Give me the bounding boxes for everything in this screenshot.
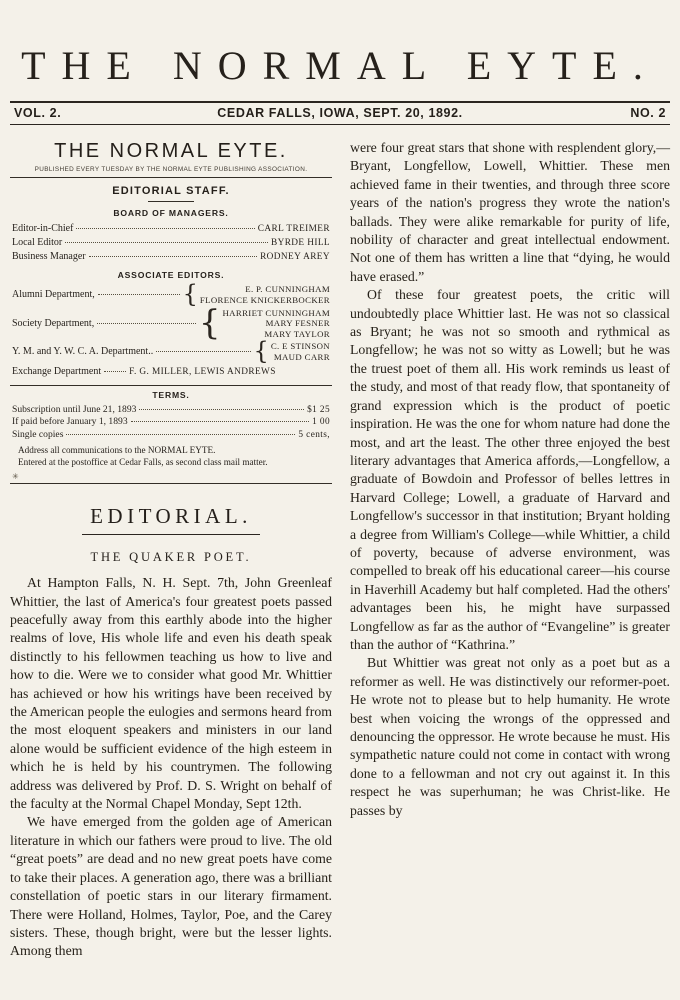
- department-row: [10, 365, 332, 379]
- terms-row: [10, 429, 332, 442]
- issue-number: NO. 2: [630, 106, 666, 120]
- article-paragraph: were four great stars that shone with resplendent glory,—Bryant, Longfellow, Lowell, Whittier. These men achieved fame in their twenties, and through three score years of the nation's progress they wrote the nation's ballads. They were alike remarkable for purity of life, nobility of character and great intellectual endowment. Not one of them has written a line that “dying, he would have erased.”: [350, 140, 670, 284]
- department-label: Society Department,: [12, 317, 95, 329]
- communications-notice: Address all communications to the NORMAL EYTE.: [18, 445, 216, 456]
- staff-role: Business Manager: [12, 251, 86, 262]
- brace-glyph: {: [182, 280, 198, 308]
- terms-label: Subscription until June 21, 1893: [12, 403, 137, 415]
- dotted-leader: [76, 228, 254, 229]
- terms-row: [10, 416, 332, 429]
- dotted-leader: [156, 351, 250, 352]
- department-names: [271, 341, 330, 362]
- department-row: [10, 303, 332, 344]
- staff-name: BYRDE HILL: [270, 238, 330, 248]
- terms-price: 5 cents,: [298, 429, 330, 440]
- dotted-leader: [89, 256, 257, 257]
- dotted-leader: [131, 421, 310, 422]
- editor-name: MAUD CARR: [273, 351, 330, 362]
- article-title: THE QUAKER POET.: [90, 550, 252, 565]
- divider: [148, 201, 194, 202]
- staff-role: Local Editor: [12, 237, 63, 248]
- board-of-managers-heading: BOARD OF MANAGERS.: [113, 208, 229, 218]
- two-column-layout: [10, 138, 670, 961]
- staff-row: [10, 222, 332, 236]
- right-column: [350, 138, 670, 820]
- divider: [10, 483, 332, 484]
- editorial-heading: EDITORIAL.: [82, 504, 260, 535]
- article-paragraph: We have emerged from the golden age of American literature in which our fathers were proud to live. The old “great poets” are dead and no new great poets have come to take their places. A generation ago, there was a brilliant constellation of poetic stars in our literary firmament. There were Holland, Holmes, Taylor, Poe, and the Carey sisters. These, though bright, were but the lesser lights. Among them: [10, 814, 332, 959]
- terms-label: If paid before January 1, 1893: [12, 416, 128, 428]
- editor-name: MARY TAYLOR: [264, 328, 330, 339]
- editor-name: MARY FESNER: [265, 318, 330, 329]
- terms-row: [10, 404, 332, 417]
- section-divider: [10, 474, 332, 488]
- postoffice-notice: Entered at the postoffice at Cedar Falls, as second class mail matter.: [18, 456, 268, 467]
- issue-info-bar: [10, 101, 670, 125]
- left-column: [10, 138, 332, 961]
- volume-label: VOL. 2.: [14, 106, 62, 120]
- associate-editors-heading: ASSOCIATE EDITORS.: [117, 270, 225, 280]
- paper-title: THE NORMAL EYTE.: [54, 140, 288, 162]
- printer-mark-icon: ✳: [12, 472, 19, 482]
- terms-price: 1 00: [312, 417, 330, 428]
- terms-label: Single copies: [12, 428, 64, 440]
- terms-list: [10, 404, 332, 442]
- dotted-leader: [139, 409, 304, 410]
- dateline: CEDAR FALLS, IOWA, SEPT. 20, 1892.: [217, 106, 463, 120]
- dotted-leader: [65, 242, 268, 243]
- article-paragraph: Of these four greatest poets, the critic will undoubtedly place Whittier last. He was not so classical as Bryant; he was not so smooth and rythmical as Longfellow; he was not so witty as Lowell; but he was the truest poet of them all. His work reminds us least of the study, and most of that ready flow, that spontaneity of grand expression which is the product of poetic inspiration. He was the one for whom nature had done the most, and art the least. The other three enjoyed the best literary advantages that America affords,—Longfellow, a graduate of Bowdoin and Professor of belles lettres in Harvard College; Lowell, a graduate of Harvard and Longfellow's successor in that institution; Bryant holding a degree from William's College—while Whittier, a child of poverty, because of adverse environment, was compelled to break off his educational career—his course in Haverhill Academy but half completed. Had the others' advantages been his, he might have surpassed Longfellow as far as the author of “Evangeline” is greater than the author of “Kathrina.”: [350, 287, 670, 652]
- divider: [10, 385, 332, 386]
- dotted-leader: [98, 294, 180, 295]
- editor-name: E. P. CUNNINGHAM: [245, 284, 330, 295]
- editor-name: FLORENCE KNICKERBOCKER: [199, 294, 330, 305]
- staff-row: [10, 250, 332, 264]
- department-row: [10, 280, 332, 308]
- dotted-leader: [97, 323, 196, 324]
- department-row: [10, 337, 332, 366]
- brace-glyph: {: [198, 303, 221, 344]
- masthead-title: THE NORMAL EYTE.: [21, 43, 659, 88]
- staff-name: CARL TREIMER: [257, 224, 330, 234]
- terms-heading: TERMS.: [152, 389, 190, 400]
- editor-name: C. E STINSON: [270, 341, 330, 352]
- article-paragraph: But Whittier was great not only as a poet but as a reformer as well. He was distinctively our reformer-poet. He wrote not to please but to help humanity. He wrote best when voicing the wrongs of the oppressed and denouncing the oppressor. He wrote because he must. His sympathetic nature could not come in contact with wrong done to a fellowman and not cry out against it. In this respect he was superhuman; he was Christ-like. He passes by: [350, 655, 670, 818]
- published-line: PUBLISHED EVERY TUESDAY BY THE NORMAL EYTE PUBLISHING ASSOCIATION.: [10, 166, 332, 178]
- article-paragraph: At Hampton Falls, N. H. Sept. 7th, John Greenleaf Whittier, the last of America's four greatest poets passed peacefully away from this earthly abode into the higher realms of love, His whole life and even his death speak distinctly to his fellowmen teaching us how to live and how to die. Were we to consider what good Mr. Whittier has achieved or how his writings have been received by the American people the eulogies and sermons heard from the most eloquent speakers and ministers in our land alone would be sufficient evidence of the high esteem in which he is held by his countrymen. The following address was delivered by Prof. D. S. Wright on behalf of the faculty at the Normal Chapel Monday, Sept 12th.: [10, 575, 332, 812]
- department-label: Exchange Department: [12, 365, 102, 377]
- department-names: [222, 308, 330, 340]
- editor-name: F. G. MILLER, LEWIS ANDREWS: [129, 366, 276, 377]
- staff-name: RODNEY AREY: [260, 252, 330, 262]
- staff-row: [10, 236, 332, 250]
- dotted-leader: [104, 371, 126, 372]
- editorial-staff-heading: EDITORIAL STAFF.: [112, 185, 230, 197]
- department-label: Y. M. and Y. W. C. A. Department..: [12, 346, 154, 358]
- dotted-leader: [66, 434, 295, 435]
- brace-glyph: {: [253, 337, 269, 366]
- staff-role: Editor-in-Chief: [12, 223, 74, 234]
- editor-name: HARRIET CUNNINGHAM: [222, 307, 330, 318]
- editorial-section: [10, 504, 332, 535]
- terms-price: $1 25: [307, 404, 330, 415]
- department-label: Alumni Department,: [12, 289, 95, 301]
